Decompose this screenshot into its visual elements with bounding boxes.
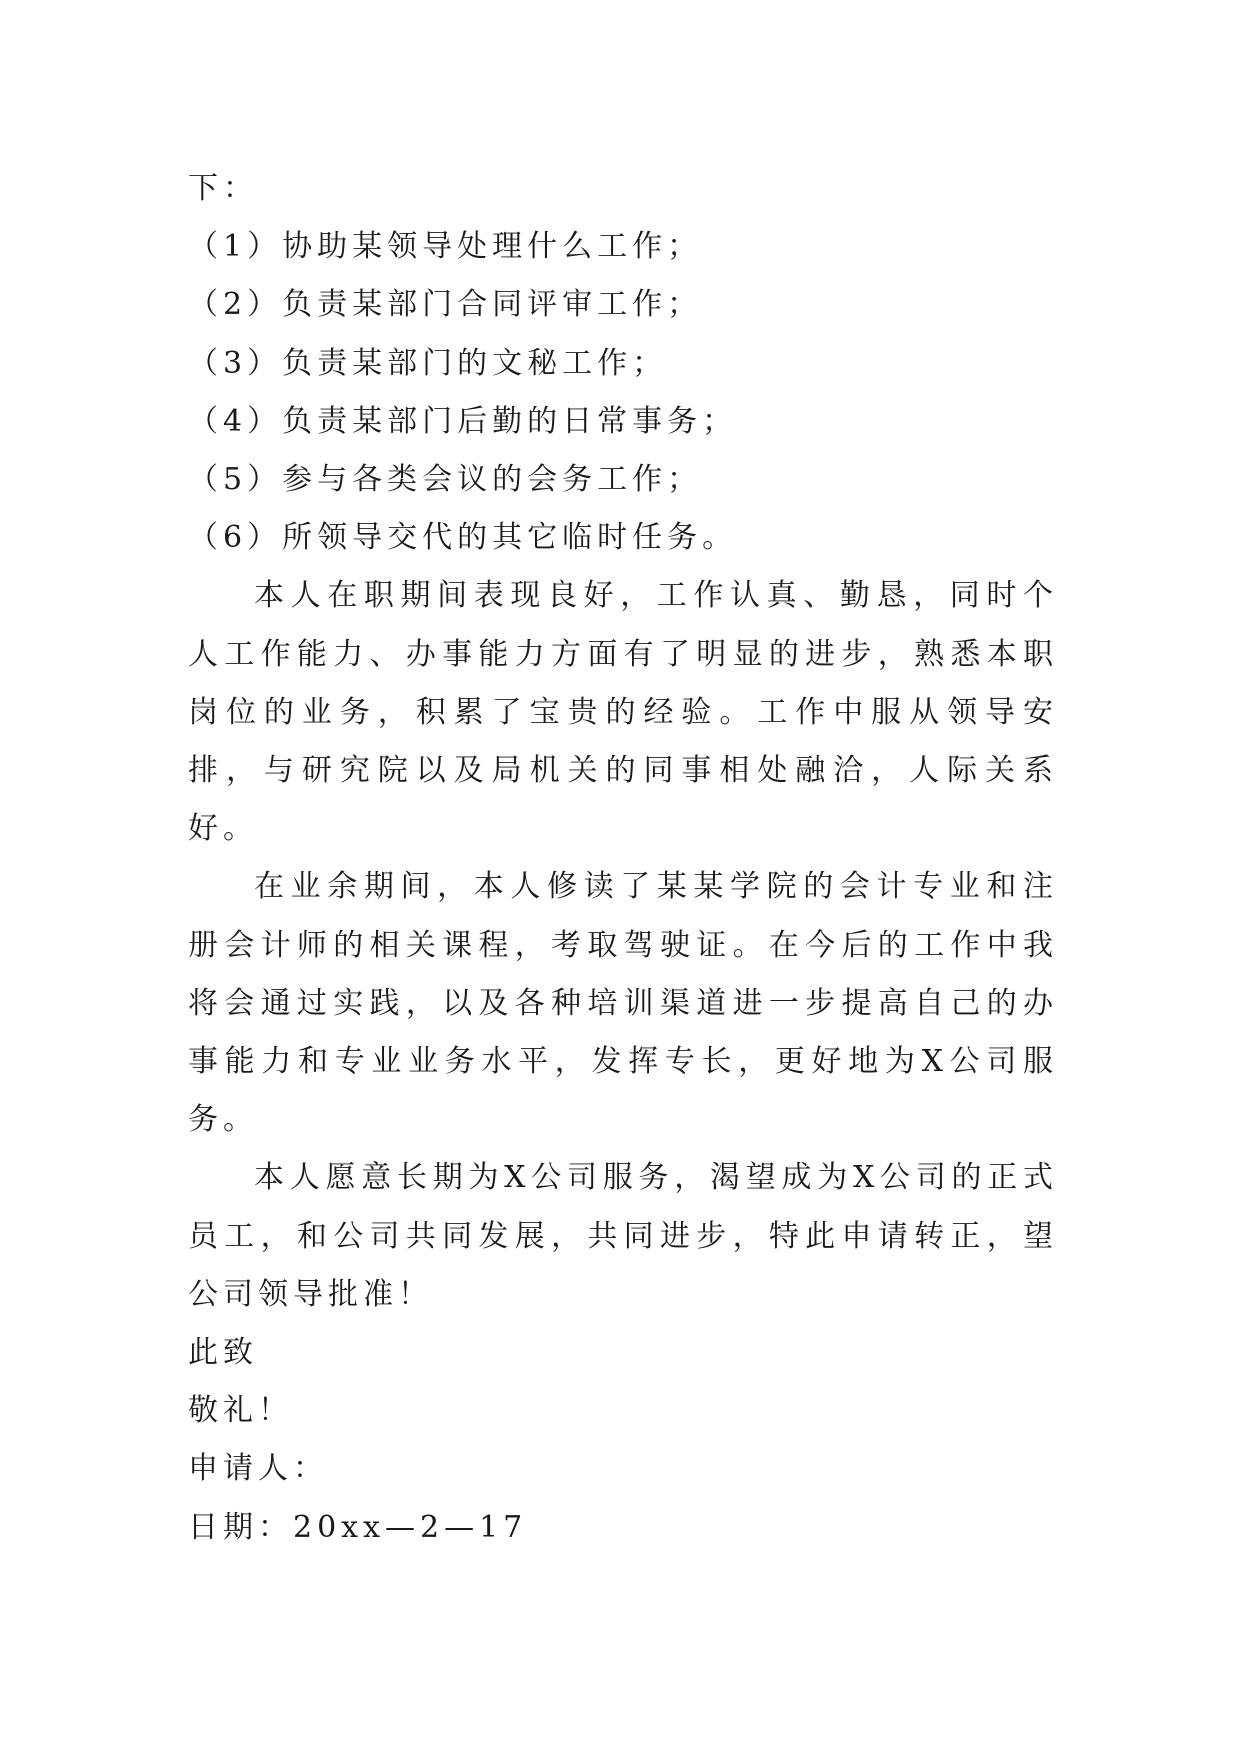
duty-item-1: （1）协助某领导处理什么工作； bbox=[188, 229, 703, 265]
duty-item-4: （4）负责某部门后勤的日常事务； bbox=[188, 403, 738, 439]
paragraph-performance: 本人在职期间表现良好，工作认真、勤恳，同时个人工作能力、办事能力方面有了明显的进步，熟悉本职岗位的业务，积累了宝贵的经验。工作中服从领导安排，与研究院以及局机关的同事相处融洽，人际关系好。 bbox=[188, 578, 1058, 847]
applicant-line: 申请人： bbox=[188, 1451, 328, 1487]
paragraph-request: 本人愿意长期为X公司服务，渴望成为X公司的正式员工，和公司共同发展，共同进步，特此申请转正，望公司领导批准！ bbox=[188, 1160, 1058, 1312]
duty-item-5: （5）参与各类会议的会务工作； bbox=[188, 462, 703, 498]
duty-item-2: （2）负责某部门合同评审工作； bbox=[188, 287, 703, 323]
document-page bbox=[188, 160, 1058, 1557]
salutation-line-2: 敬礼！ bbox=[188, 1393, 293, 1429]
intro-fragment: 下： bbox=[188, 171, 258, 206]
paragraph-study: 在业余期间，本人修读了某某学院的会计专业和注册会计师的相关课程，考取驾驶证。在今后的工作中我将会通过实践，以及各种培训渠道进一步提高自己的办事能力和专业业务水平，发挥专长，更好地为X公司服务。 bbox=[188, 869, 1058, 1138]
duty-item-3: （3）负责某部门的文秘工作； bbox=[188, 345, 668, 381]
salutation-line-1: 此致 bbox=[188, 1335, 258, 1371]
duty-item-6: （6）所领导交代的其它临时任务。 bbox=[188, 520, 738, 556]
date-line: 日期：20xx—2—17 bbox=[188, 1509, 528, 1545]
